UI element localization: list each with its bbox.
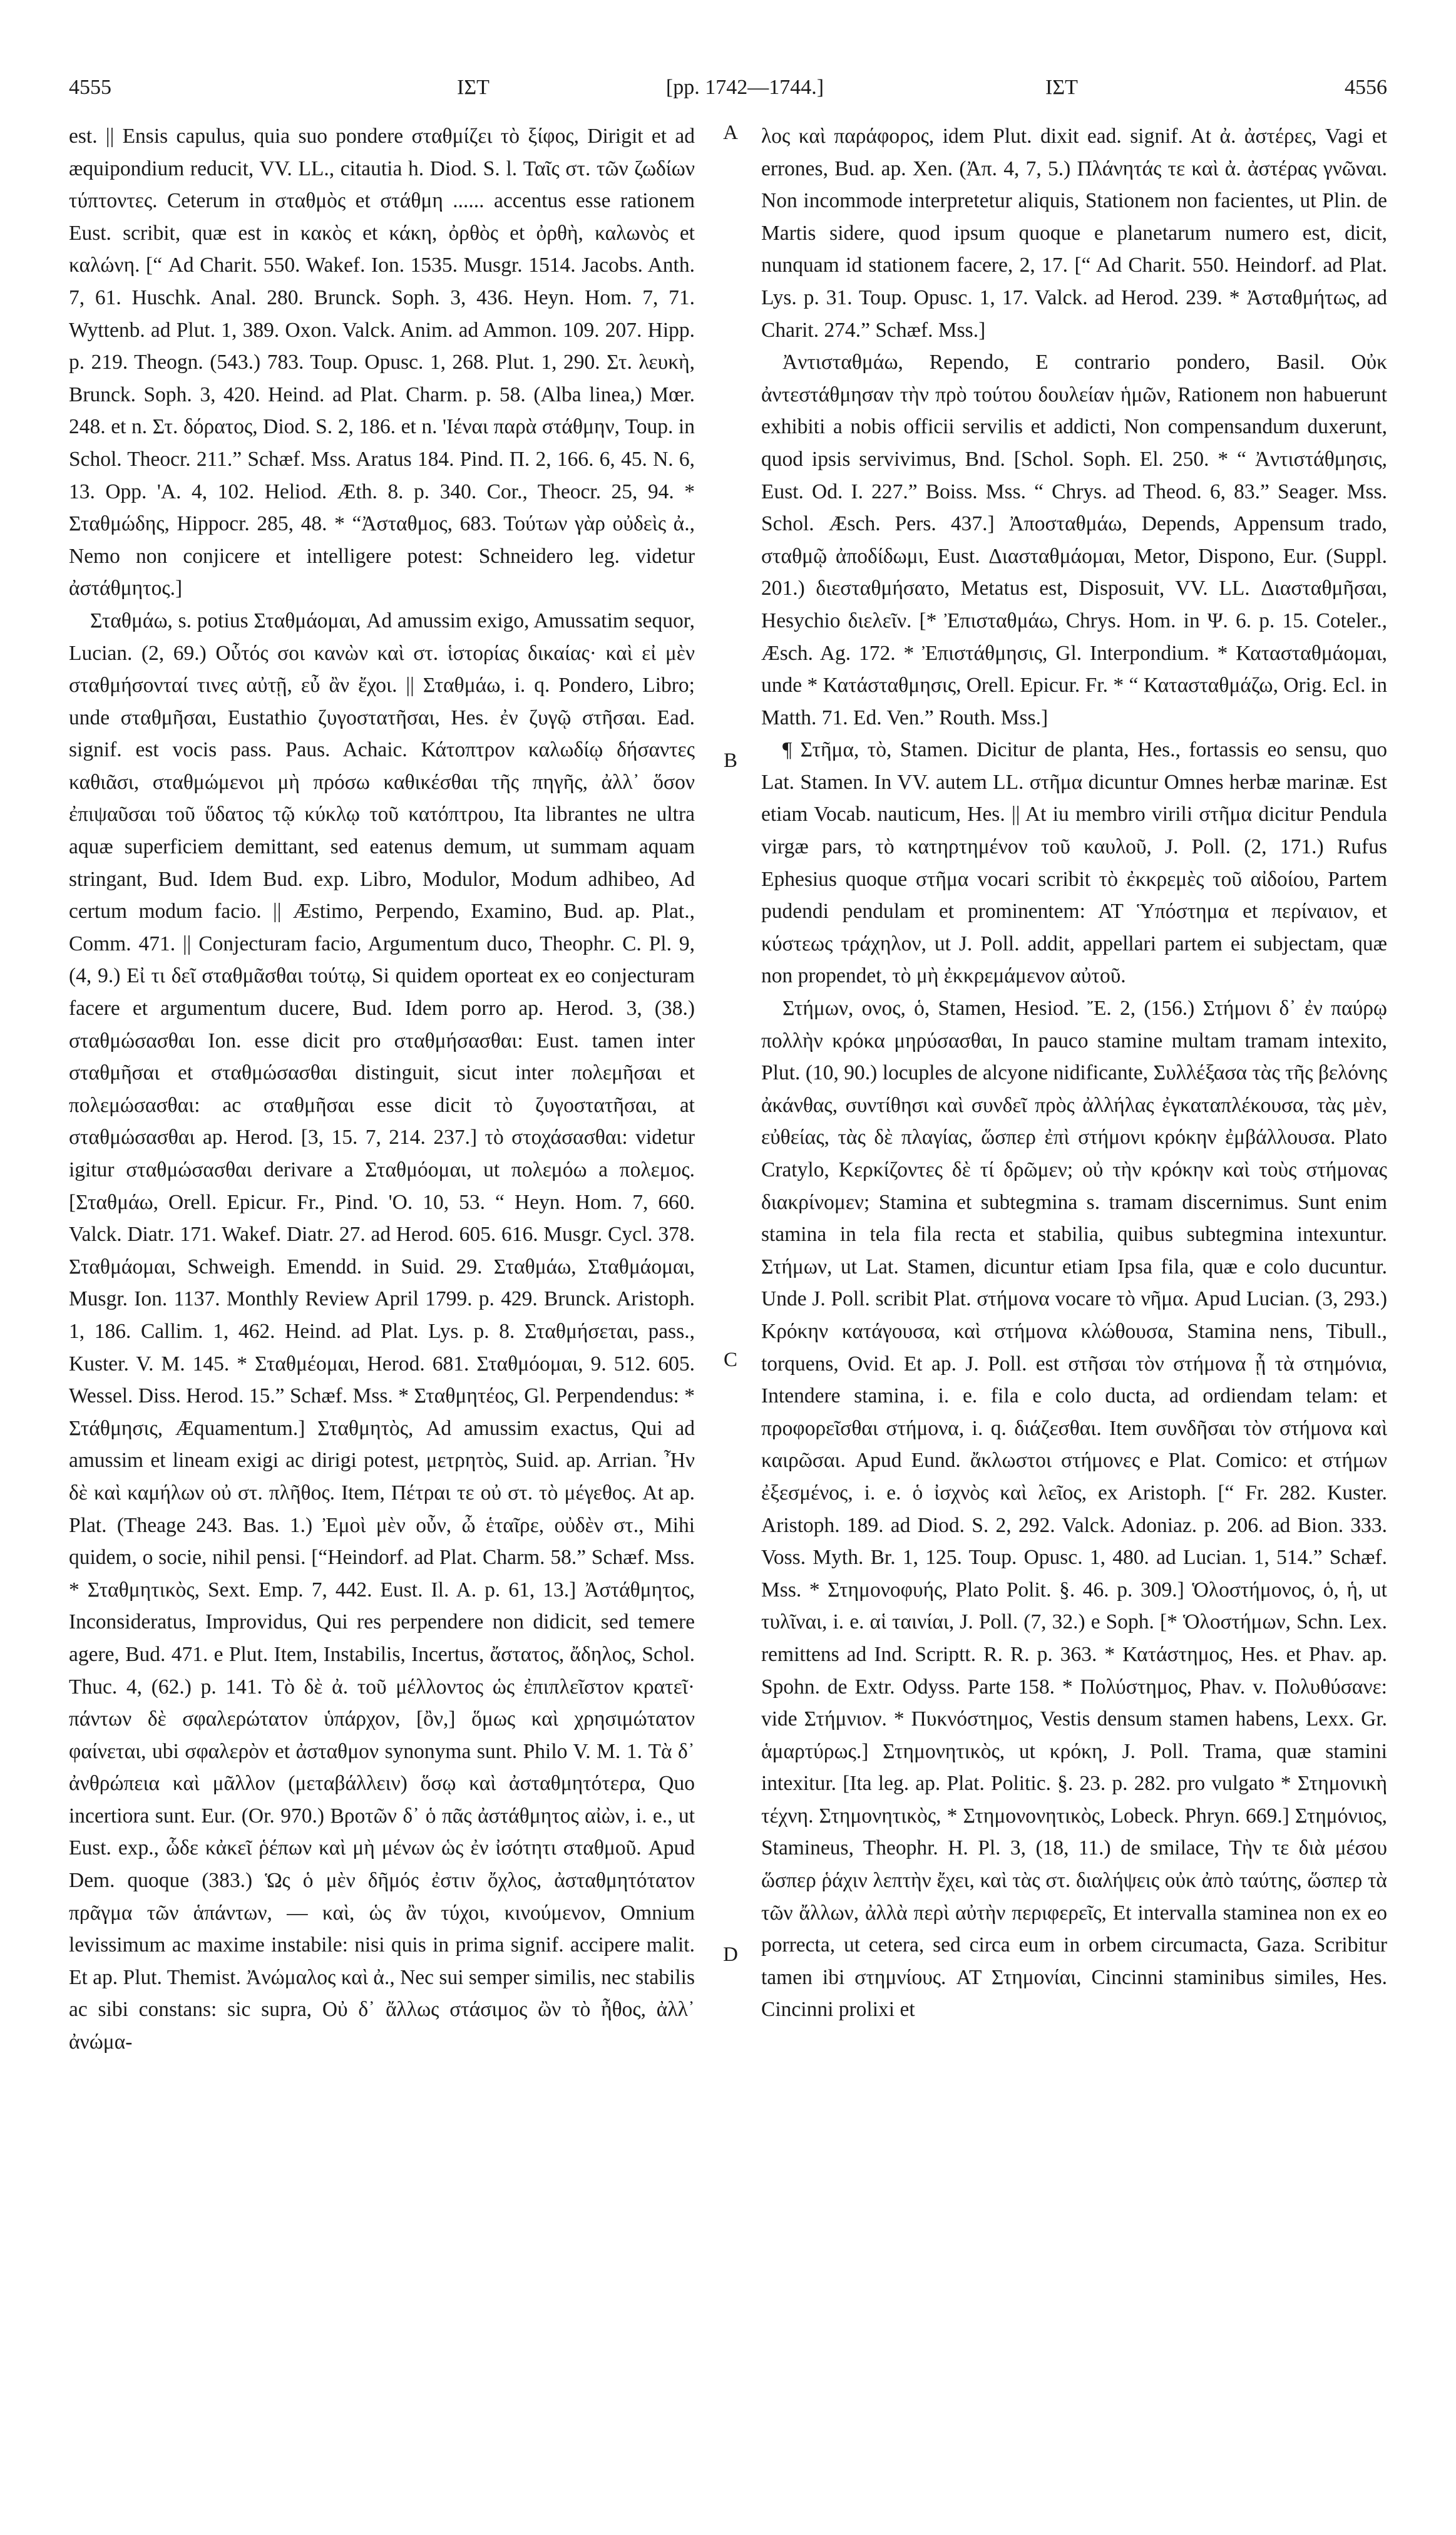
page-header [69,69,1387,106]
right-column [761,120,1387,2524]
entry-paragraph: Σταθμάω, s. potius Σταθμάομαι, Ad amussim exigo, Amussatim sequor, Lucian. (2, 69.) Οὗτός σοι κανὼν καὶ στ. ἱστορίας δικαίας· καὶ εἰ μὲν σταθμήσονταί τινες αὐτῇ, εὖ ἂν ἔχοι. || Σταθμάω, i. q. Pondero, Libro; unde σταθμῆσαι, Eustathio ζυγοστατῆσαι, Hes. ἐν ζυγῷ στῆσαι. Ead. signif. est vocis pass. Paus. Achaic. Κάτοπτρον καλωδίῳ δήσαντες καθιᾶσι, σταθμώμενοι μὴ πρόσω καθικέσθαι τῆς πηγῆς, ἀλλ᾽ ὅσον ἐπιψαῦσαι τοῦ ὕδατος τῷ κύκλῳ τοῦ κατόπτρου, Ita librantes ne ultra aquæ superficiem demittant, sed eatenus demum, ut summam aquam stringant, Bud. Idem Bud. exp. Libro, Modulor, Modum adhibeo, Ad certum modum facio. || Æstimo, Perpendo, Examino, Bud. ap. Plat., Comm. 471. || Conjecturam facio, Argumentum duco, Theophr. C. Pl. 9, (4, 9.) Εἰ τι δεῖ σταθμᾶσθαι τούτῳ, Si quidem oporteat ex eo conjecturam facere et argumentum ducere, Bud. Idem porro ap. Herod. 3, (38.) σταθμώσασθαι Ion. esse dicit pro σταθμήσασθαι: Eust. tamen inter σταθμῆσαι et σταθμώσασθαι distinguit, sicut inter πολεμῆσαι et πολεμώσασθαι: ac σταθμῆσαι esse dicit τὸ ζυγοστατῆσαι, at σταθμώσασθαι ap. Herod. [3, 15. 7, 214. 237.] τὸ στοχάσασθαι: videtur igitur σταθμώσασθαι derivare a Σταθμόομαι, ut πολεμόω a πολεμος. [Σταθμάω, Orell. Epicur. Fr., Pind. 'O. 10, 53. “ Heyn. Hom. 7, 660. Valck. Diatr. 171. Wakef. Diatr. 27. ad Herod. 605. 616. Musgr. Cycl. 378. Σταθμάομαι, Schweigh. Emendd. in Suid. 29. Σταθμάω, Σταθμάομαι, Musgr. Ion. 1137. Monthly Review April 1799. p. 429. Brunck. Aristoph. 1, 186. Callim. 1, 462. Heind. ad Plat. Lys. p. 8. Σταθμήσεται, pass., Kuster. V. M. 145. * Σταθμέομαι, Herod. 681. Σταθμόομαι, 9. 512. 605. Wessel. Diss. Herod. 15.” Schæf. Mss. * Σταθμητέος, Gl. Perpendendus: * Στάθμησις, Æquamentum.] Σταθμητὸς, Ad amussim exactus, Qui ad amussim et lineam exigi ac dirigi potest, μετρητὸς, Suid. ap. Arrian. Ἦν δὲ καὶ καμήλων οὐ στ. πλῆθος. Item, Πέτραι τε οὐ στ. τὸ μέγεθος. At ap. Plat. (Theage 243. Bas. 1.) Ἐμοὶ μὲν οὖν, ὦ ἑταῖρε, οὐδὲν στ., Mihi quidem, o socie, nihil pensi. [“Heindorf. ad Plat. Charm. 58.” Schæf. Mss. * Σταθμητικὸς, Sext. Emp. 7, 442. Eust. Il. A. p. 61, 13.] Ἀστάθμητος, Inconsideratus, Improvidus, Qui res perpendere non didicit, sed temere agere, Bud. 471. e Plut. Item, Instabilis, Incertus, ἄστατος, ἄδηλος, Schol. Thuc. 4, (62.) p. 141. Τὸ δὲ ἀ. τοῦ μέλλοντος ὡς ἐπιπλεῖστον κρατεῖ· πάντων δὲ σφαλερώτατον ὑπάρχον, [ὂν,] ὅμως καὶ χρησιμώτατον φαίνεται, ubi σφαλερὸν et ἀσταθμον synonyma sunt. Philo V. M. 1. Τὰ δ᾽ ἀνθρώπεια καὶ μᾶλλον (μεταβάλλειν) ὅσῳ καὶ ἀσταθμητότερα, Quo incertiora sunt. Eur. (Or. 970.) Βροτῶν δ᾽ ὁ πᾶς ἀστάθμητος αἰὼν, i. e., ut Eust. exp., ὧδε κἀκεῖ ῥέπων καὶ μὴ μένων ὡς ἐν ἰσότητι σταθμοῦ. Apud Dem. quoque (383.) Ὡς ὁ μὲν δῆμός ἐστιν ὄχλος, ἀσταθμητότατον πρᾶγμα τῶν ἁπάντων, — καὶ, ὡς ἂν τύχοι, κινούμενον, Omnium levissimum ac maxime instabile: nisi quis in prima signif. accipere malit. Et ap. Plut. Themist. Ἀνώμαλος καὶ ἀ., Nec sui semper similis, nec stabilis ac sibi constans: sic supra, Οὐ δ᾽ ἄλλως στάσιμος ὢν τὸ ἦθος, ἀλλ᾽ ἀνώμα- [69,609,695,2054]
entry-paragraph: Στήμων, ονος, ὁ, Stamen, Hesiod. Ἔ. 2, (156.) Στήμονι δ᾽ ἐν παύρῳ πολλὴν κρόκα μηρύσασθαι, In pauco stamine multam tramam intexito, Plut. (10, 90.) locuples de alcyone nidificante, Συλλέξασα τὰς τῆς βελόνης ἀκάνθας, συντίθησι καὶ συνδεῖ πρὸς ἀλλήλας ἐγκαταπλέκουσα, τὰς μὲν, εὐθείας, τὰς δὲ πλαγίας, ὥσπερ ἐπὶ στήμονι κρόκην ἐμβάλλουσα. Plato Cratylo, Κερκίζοντες δὲ τί δρῶμεν; οὐ τὴν κρόκην καὶ τοὺς στήμονας διακρίνομεν; Stamina et subtegmina s. tramam discernimus. Sunt enim stamina in tela fila recta et stabilia, quibus subtegmina intexuntur. Στήμων, ut Lat. Stamen, dicuntur etiam Ipsa fila, quæ e colo ducuntur. Unde J. Poll. scribit Plat. στήμονα vocare τὸ νῆμα. Apud Lucian. (3, 293.) Κρόκην κατάγουσα, καὶ στήμονα κλώθουσα, Stamina nens, Tibull., torquens, Ovid. Et ap. J. Poll. est στῆσαι τὸν στήμονα ᾗ τὰ στημόνια, Intendere stamina, i. e. fila e colo ducta, ad ordiendam telam: et προφορεῖσθαι στήμονα, i. q. διάζεσθαι. Item συνδῆσαι τὸν στήμονα καὶ καιρῶσαι. Apud Eund. ἄκλωστοι στήμονες e Plat. Comico: et στήμων ἐξεσμένος, i. e. ὁ ἰσχνὸς καὶ λεῖος, ex Aristoph. [“ Fr. 282. Kuster. Aristoph. 189. ad Diod. S. 2, 292. Valck. Adoniaz. p. 206. ad Bion. 333. Voss. Myth. Br. 1, 125. Toup. Opusc. 1, 480. ad Lucian. 1, 514.” Schæf. Mss. * Στημονοφυής, Plato Polit. §. 46. p. 309.] Ὁλοστήμονος, ὁ, ἡ, ut τυλῖναι, i. e. αἱ ταινίαι, J. Poll. (7, 32.) e Soph. [* Ὁλοστήμων, Schn. Lex. remittens ad Ind. Scriptt. R. R. p. 363. * Κατάστημος, Hes. et Phav. ap. Spohn. de Extr. Odyss. Parte 158. * Πολύστημος, Phav. v. Πολυθύσανε: vide Στήμνιον. * Πυκνόστημος, Vestis densum stamen habens, Lexx. Gr. ἁμαρτύρως.] Στημονητικὸς, ut κρόκη, J. Poll. Trama, quæ stamini intexitur. [Ita leg. ap. Plat. Politic. §. 23. p. 282. pro vulgato * Στημονικὴ τέχνη. Στημονητικὸς, * Στημονονητικὸς, Lobeck. Phryn. 669.] Στημόνιος, Stamineus, Theophr. H. Pl. 3, (18, 11.) de smilace, Τὴν τε διὰ μέσου ὥσπερ ῥάχιν λεπτὴν ἔχει, καὶ τὰς στ. διαλήψεις οὐκ ἀπὸ ταύτης, ὥσπερ τὰ τῶν ἄλλων, ἀλλὰ περὶ αὐτὴν περιφερεῖς, Et intervalla staminea non ex eo porrecta, ut cetera, sed circa eum in orbem circumacta, Gaza. Scribitur tamen ibi στημνίους. AT Στημονίαι, Cincinni staminibus similes, Hes. Cincinni prolixi et [761,997,1387,2022]
entry-paragraph: est. || Ensis capulus, quia suo pondere σταθμίζει τὸ ξίφος, Dirigit et ad æquipondium reducit, VV. LL., citautia h. Diod. S. l. Ταῖς στ. τῶν ζωδίων τύπτοντες. Ceterum in σταθμὸς et στάθμη ...... accentus esse rationem Eust. scribit, quæ est in κακὸς et κάκη, ὀρθὸς et ὀρθὴ, καλωνὸς et καλώνη. [“ Ad Charit. 550. Wakef. Ion. 1535. Musgr. 1514. Jacobs. Anth. 7, 61. Huschk. Anal. 280. Brunck. Soph. 3, 436. Heyn. Hom. 7, 71. Wyttenb. ad Plut. 1, 389. Oxon. Valck. Anim. ad Ammon. 109. 207. Hipp. p. 219. Theogn. (543.) 783. Toup. Opusc. 1, 268. Plut. 1, 290. Στ. λευκὴ, Brunck. Soph. 3, 420. Heind. ad Plat. Charm. p. 58. (Alba linea,) Mœr. 248. et n. Στ. δόρατος, Diod. S. 2, 186. et n. 'Ιέναι παρὰ στάθμην, Toup. in Schol. Theocr. 211.” Schæf. Mss. Aratus 184. Pind. Π. 2, 166. 6, 45. N. 6, 13. Opp. 'A. 4, 102. Heliod. Æth. 8. p. 340. Cor., Theocr. 25, 94. * Σταθμώδης, Hippocr. 285, 48. * “Ἀσταθμος, 683. Τούτων γὰρ οὐδεὶς ἀ., Nemo non conjicere et intelligere potest: Schneidero leg. videtur ἀστάθμητος.] [69,125,695,600]
entry-paragraph: λος καὶ παράφορος, idem Plut. dixit ead. signif. At ἀ. ἀστέρες, Vagi et errones, Bud. ap. Xen. (Ἀπ. 4, 7, 5.) Πλάνητάς τε καὶ ἀ. ἀστέρας γνῶναι. Non incommode interpretetur aliquis, Stationem non facientes, ut Plin. de Martis sidere, quod ipsum quoque e planetarum numero est, dicit, nunquam id stationem facere, 2, 17. [“ Ad Charit. 550. Heindorf. ad Plat. Lys. p. 31. Toup. Opusc. 1, 17. Valck. ad Herod. 239. * Ἀσταθμήτως, ad Charit. 274.” Schæf. Mss.] [761,125,1387,342]
section-letter-c: C [723,1349,737,1371]
page-number-left: 4555 [69,76,111,99]
running-title-left: ΙΣΤ [457,76,490,99]
section-letter-b: B [723,749,737,772]
section-letter-a: A [723,121,738,144]
page-range: [pp. 1742—1744.] [665,76,824,99]
running-title-right: ΙΣΤ [1045,76,1078,99]
entry-paragraph: Ἀντισταθμάω, Rependo, E contrario pondero, Basil. Οὐκ ἀντεστάθμησαν τὴν πρὸ τούτου δουλείαν ἡμῶν, Rationem non habuerunt exhibiti a nobis officii servilis et addicti, Non compensandum duxerunt, quod ipsis servivimus, Bnd. [Schol. Soph. El. 250. * “ Ἀντιστάθμησις, Eust. Od. I. 227.” Boiss. Mss. “ Chrys. ad Theod. 6, 83.” Seager. Mss. Schol. Æsch. Pers. 437.] Ἀποσταθμάω, Depends, Appensum trado, σταθμῷ ἀποδίδωμι, Eust. Διασταθμάομαι, Metor, Dispono, Eur. (Suppl. 201.) διεσταθμήσατο, Metatus est, Disposuit, VV. LL. Διασταθμῆσαι, Hesychio διελεῖν. [* Ἐπισταθμάω, Chrys. Hom. in Ψ. 6. p. 15. Coteler., Æsch. Ag. 172. * Ἐπιστάθμησις, Gl. Interpondium. * Κατασταθμάομαι, unde * Κατάσταθμησις, Orell. Epicur. Fr. * “ Κατασταθμάζω, Orig. Ecl. in Matth. 71. Ed. Ven.” Routh. Mss.] [761,351,1387,729]
entry-paragraph: ¶ Στῆμα, τὸ, Stamen. Dicitur de planta, Hes., fortassis eo sensu, quo Lat. Stamen. In VV. autem LL. στῆμα dicuntur Omnes herbæ marinæ. Est etiam Vocab. nauticum, Hes. || At iu membro virili στῆμα dicitur Pendula virgæ pars, τὸ κατηρτημένον τοῦ καυλοῦ, J. Poll. (2, 171.) Rufus Ephesius quoque στῆμα vocari scribit τὸ ἐκκρεμὲς τοῦ αἰδοίου, Partem pudendi pendulam et prominentem: AT Ὑπόστημα et περίναιον, et κύστεως τράχηλον, ut J. Poll. addit, appellari partem ei subjectam, quæ non propendet, τὸ μὴ ἐκκρεμάμενον αὐτοῦ. [761,738,1387,988]
page-number-right: 4556 [1345,76,1387,99]
left-column [69,120,695,2524]
text-columns [69,120,1387,2524]
section-letter-d: D [723,1943,738,1966]
